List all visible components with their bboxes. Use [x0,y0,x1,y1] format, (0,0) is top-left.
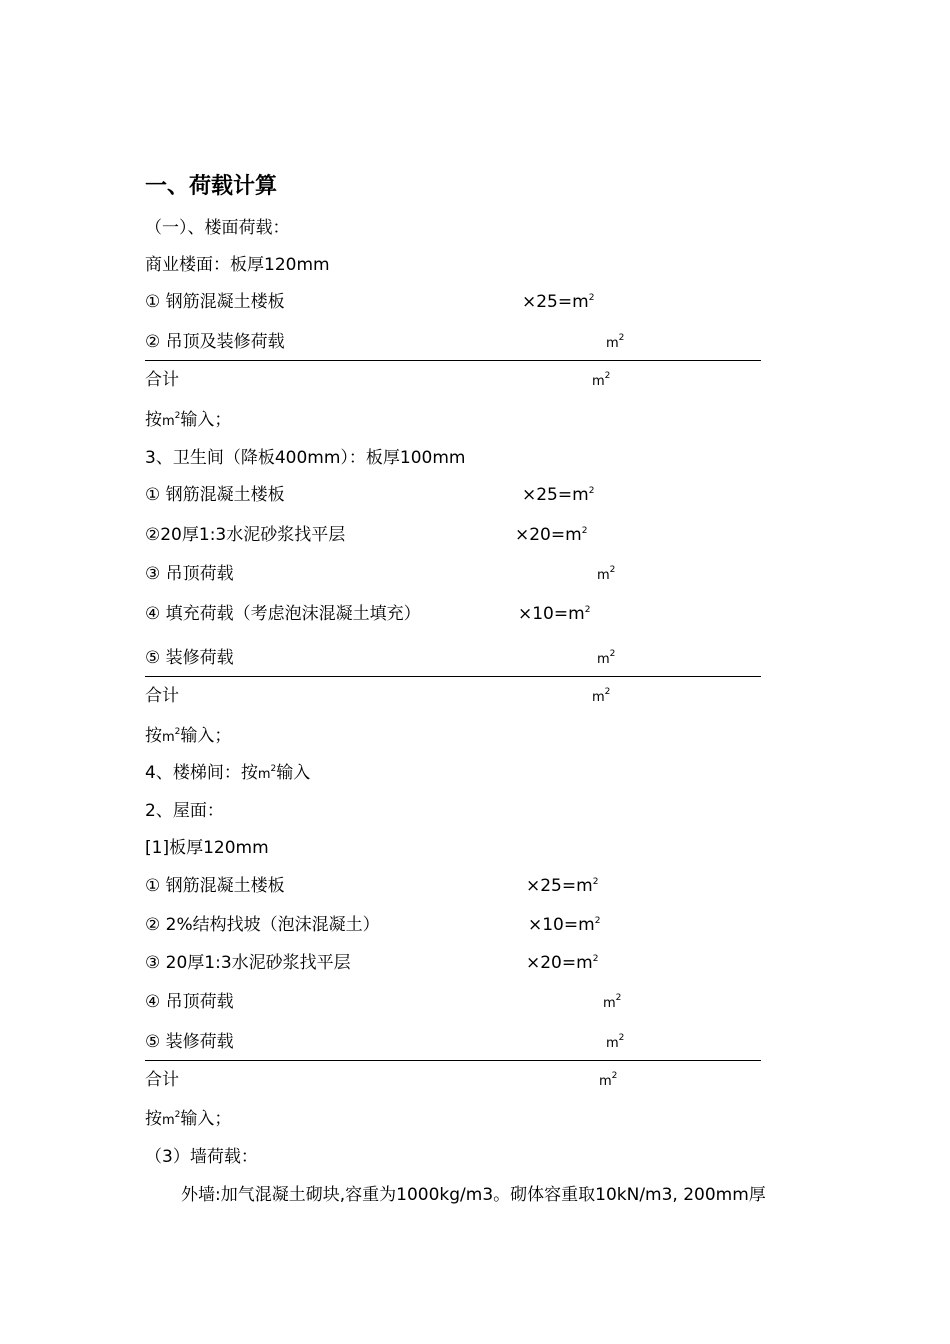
wall-load-title: （3）墙荷载： [145,1147,258,1167]
roof-item-calc: $m^2$ [606,1033,625,1051]
bathroom-item-label: ③ 吊顶荷载 [145,564,234,584]
bathroom-item-label: ④ 填充荷载（考虑泡沫混凝土填充） [145,604,421,624]
commercial-total-unit: $m^2$ [592,371,611,389]
roof-item-calc: $\times 10=m^2$ [528,915,601,935]
roof-item-label: ④ 吊顶荷载 [145,992,234,1012]
bathroom-total-label: 合计 [145,686,179,706]
commercial-total-label: 合计 [145,370,179,390]
roof-item-calc: $\times 20=m^2$ [526,953,599,973]
roof-item-calc: $m^2$ [603,993,622,1011]
wall-load-text: 外墙:加气混凝土砌块,容重为1000kg/m3。砌体容重取10kN/m3, 200mm厚 [181,1185,766,1205]
bathroom-title: 3、卫生间（降板400mm）：板厚100mm [145,448,466,468]
bathroom-item-label: ②20厚1:3水泥砂浆找平层 [145,525,346,545]
bathroom-item-label: ⑤ 装修荷载 [145,648,234,668]
bathroom-item-label: ① 钢筋混凝土楼板 [145,485,285,505]
stair-note: 4、楼梯间：按$m^2$输入 [145,763,311,783]
roof-item-calc: $\times 25=m^2$ [526,876,599,896]
bathroom-input-note: 按$m^2$输入； [145,726,232,746]
bathroom-item-calc: $\times 20=m^2$ [515,525,588,545]
commercial-item-label: ① 钢筋混凝土楼板 [145,292,285,312]
total-divider [145,1060,761,1061]
roof-input-note: 按$m^2$输入； [145,1109,232,1129]
total-divider [145,360,761,361]
commercial-item-calc: $\times 25=m^2$ [522,292,595,312]
bathroom-item-calc: $\times 10=m^2$ [518,604,591,624]
roof-title: 2、屋面： [145,801,224,821]
roof-item-label: ① 钢筋混凝土楼板 [145,876,285,896]
roof-total-label: 合计 [145,1070,179,1090]
commercial-item-label: ② 吊顶及装修荷载 [145,332,285,352]
bathroom-total-unit: $m^2$ [592,687,611,705]
roof-item-label: ⑤ 装修荷载 [145,1032,234,1052]
total-divider [145,676,761,677]
commercial-item-calc: $m^2$ [606,333,625,351]
bathroom-item-calc: $m^2$ [597,565,616,583]
roof-total-unit: $m^2$ [599,1071,618,1089]
roof-item-label: ② 2%结构找坡（泡沫混凝土） [145,915,380,935]
roof-subtitle: [1]板厚120mm [145,838,269,858]
bathroom-item-calc: $\times 25=m^2$ [522,485,595,505]
bathroom-item-calc: $m^2$ [597,649,616,667]
floor-load-title: （一）、楼面荷载： [145,218,290,238]
section-heading: 一、荷载计算 [145,174,278,199]
commercial-input-note: 按$m^2$输入； [145,410,232,430]
commercial-floor-title: 商业楼面：板厚120mm [145,255,330,275]
roof-item-label: ③ 20厚1:3水泥砂浆找平层 [145,953,351,973]
